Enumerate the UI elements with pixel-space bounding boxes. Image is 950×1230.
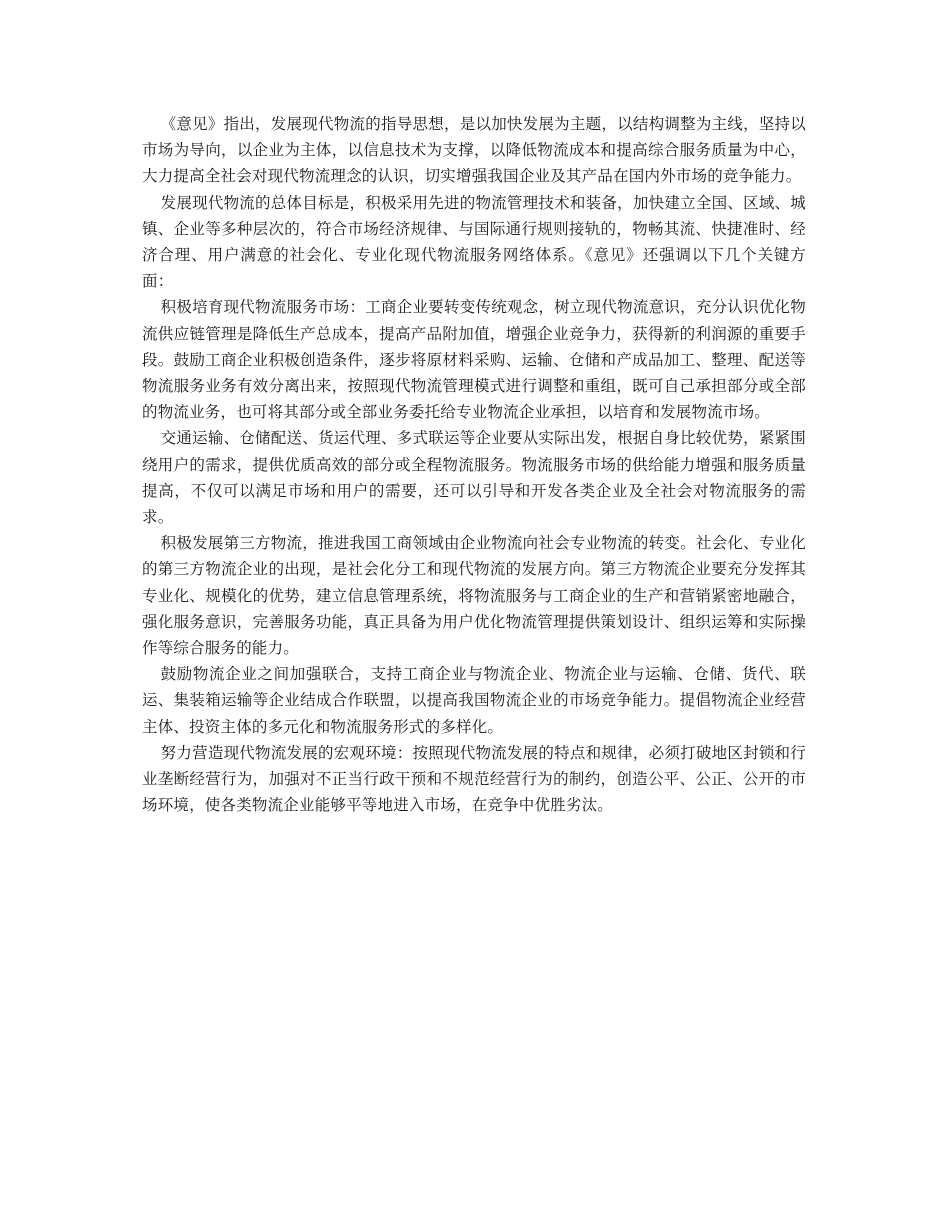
- paragraph-macro-environment: 努力营造现代物流发展的宏观环境：按照现代物流发展的特点和规律，必须打破地区封锁和行业垄断经营行为，加强对不正当行政干预和不规范经营行为的制约，创造公平、公正、公开的市场环境，使各类物流企业能够平等地进入市场，在竞争中优胜劣汰。: [142, 743, 806, 815]
- paragraph-third-party-logistics: 积极发展第三方物流，推进我国工商领域由企业物流向社会专业物流的转变。社会化、专业化的第三方物流企业的出现，是社会化分工和现代物流的发展方向。第三方物流企业要充分发挥其专业化、规模化的优势，建立信息管理系统，将物流服务与工商企业的生产和营销紧密地融合，强化服务意识，完善服务功能，真正具备为用户优化物流管理提供策划设计、组织运筹和实际操作等综合服务的能力。: [142, 534, 806, 658]
- paragraph-guiding-ideology: 《意见》指出，发展现代物流的指导思想，是以加快发展为主题，以结构调整为主线，坚持以市场为导向，以企业为主体，以信息技术为支撑，以降低物流成本和提高综合服务质量为中心，大力提高全社会对现代物流理念的认识，切实增强我国企业及其产品在国内外市场的竞争能力。: [142, 115, 806, 186]
- paragraph-enterprise-alliance: 鼓励物流企业之间加强联合，支持工商企业与物流企业、物流企业与运输、仓储、货代、联运、集装箱运输等企业结成合作联盟，以提高我国物流企业的市场竞争能力。提倡物流企业经营主体、投资主体的多元化和物流服务形式的多样化。: [142, 665, 806, 736]
- paragraph-overall-goal: 发展现代物流的总体目标是，积极采用先进的物流管理技术和装备，加快建立全国、区域、城镇、企业等多种层次的，符合市场经济规律、与国际通行规则接轨的，物畅其流、快捷准时、经济合理、用户满意的社会化、专业化现代物流服务网络体系。《意见》还强调以下几个关键方面：: [142, 193, 806, 291]
- document-body: [142, 111, 806, 818]
- paragraph-cultivate-market: 积极培育现代物流服务市场：工商企业要转变传统观念，树立现代物流意识，充分认识优化物流供应链管理是降低生产总成本，提高产品附加值，增强企业竞争力，获得新的利润源的重要手段。鼓励工商企业积极创造条件，逐步将原材料采购、运输、仓储和产成品加工、整理、配送等物流服务业务有效分离出来，按照现代物流管理模式进行调整和重组，既可自己承担部分或全部的物流业务，也可将其部分或全部业务委托给专业物流企业承担，以培育和发展物流市场。: [142, 298, 806, 422]
- paragraph-transport-enterprises: 交通运输、仓储配送、货运代理、多式联运等企业要从实际出发，根据自身比较优势，紧紧围绕用户的需求，提供优质高效的部分或全程物流服务。物流服务市场的供给能力增强和服务质量提高，不仅可以满足市场和用户的需要，还可以引导和开发各类企业及全社会对物流服务的需求。: [142, 429, 806, 527]
